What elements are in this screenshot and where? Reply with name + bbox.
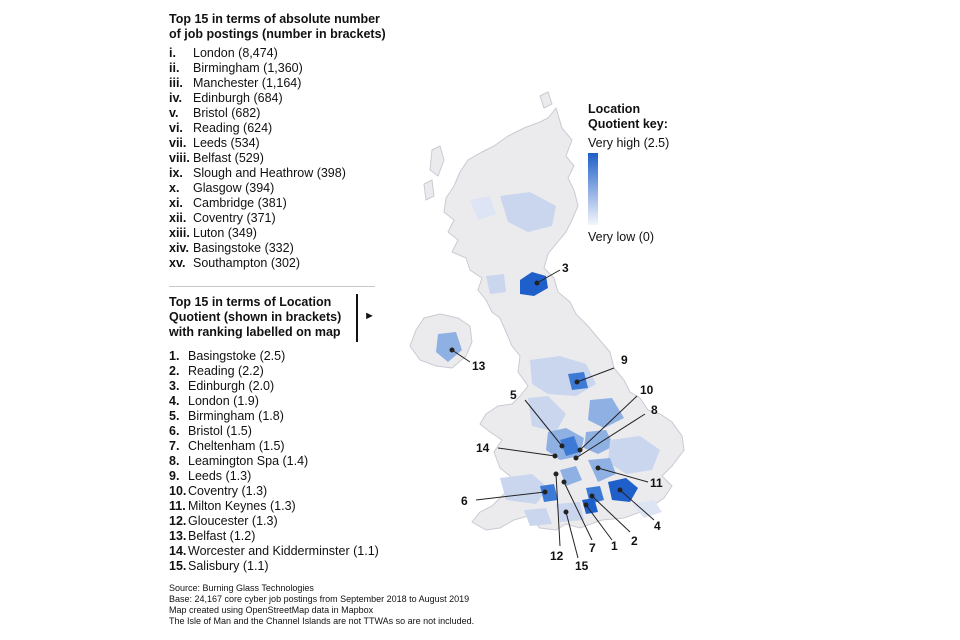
rank-text: Basingstoke (332) [193, 241, 294, 255]
rank-text: Birmingham (1,360) [193, 61, 303, 75]
rank-text: Worcester and Kidderminster (1.1) [188, 544, 379, 558]
rank-number: xiii. [169, 226, 190, 240]
rank-text: Basingstoke (2.5) [188, 349, 286, 363]
rank-text: Luton (349) [193, 226, 257, 240]
rank-text: Southampton (302) [193, 256, 301, 270]
map-label-12: 12 [550, 549, 564, 563]
rank-text: Leamington Spa (1.4) [188, 454, 309, 468]
rank-text: Belfast (1.2) [188, 529, 256, 543]
rank-number: xiv. [169, 241, 189, 255]
map-label-3: 3 [562, 261, 569, 275]
rank-number: i. [169, 46, 176, 60]
map-label-13: 13 [472, 359, 486, 373]
map-label-1: 1 [611, 539, 618, 553]
rank-text: Edinburgh (2.0) [188, 379, 275, 393]
rank-number: iii. [169, 76, 183, 90]
key-title [588, 102, 668, 132]
footer-map-credit: Map created using OpenStreetMap data in Mapbox [169, 605, 374, 615]
rank-number: 6. [169, 424, 180, 438]
pointer-arrow-icon: ► [364, 310, 375, 322]
map-label-4: 4 [654, 519, 661, 533]
rank-number: vi. [169, 121, 183, 135]
rank-number: 15. [169, 559, 187, 573]
rank-text: Cambridge (381) [193, 196, 287, 210]
rank-number: 3. [169, 379, 180, 393]
rank-text: Coventry (1.3) [188, 484, 268, 498]
island-shape [430, 146, 444, 176]
lq-heading-line3: with ranking labelled on map [169, 325, 341, 339]
rank-number: 7. [169, 439, 180, 453]
rank-text: London (1.9) [188, 394, 259, 408]
footer-base: Base: 24,167 core cyber job postings from September 2018 to August 2019 [169, 594, 470, 604]
rank-text: Cheltenham (1.5) [188, 439, 285, 453]
footer-source: Source: Burning Glass Technologies [169, 583, 314, 593]
rank-text: Bristol (1.5) [188, 424, 252, 438]
rank-number: ix. [169, 166, 183, 180]
rank-text: Reading (2.2) [188, 364, 264, 378]
map-label-8: 8 [651, 403, 658, 417]
rank-number: 12. [169, 514, 187, 528]
rank-text: Milton Keynes (1.3) [188, 499, 296, 513]
island-shape [424, 180, 434, 200]
rank-text: Reading (624) [193, 121, 273, 135]
map-label-9: 9 [621, 353, 628, 367]
rank-number: 1. [169, 349, 180, 363]
rank-number: xii. [169, 211, 187, 225]
rank-number: v. [169, 106, 179, 120]
rank-number: 9. [169, 469, 180, 483]
rank-number: iv. [169, 91, 182, 105]
rank-number: ii. [169, 61, 180, 75]
rank-text: Leeds (1.3) [188, 469, 252, 483]
rank-number: vii. [169, 136, 187, 150]
rank-number: 5. [169, 409, 180, 423]
rank-text: Coventry (371) [193, 211, 276, 225]
map-label-2: 2 [631, 534, 638, 548]
absolute-heading-line2: of job postings (number in brackets) [169, 27, 386, 41]
rank-number: xi. [169, 196, 183, 210]
rank-text: Leeds (534) [193, 136, 260, 150]
map-label-15: 15 [575, 559, 589, 573]
rank-number: 8. [169, 454, 180, 468]
rank-text: Birmingham (1.8) [188, 409, 284, 423]
key-title-line1: Location [588, 102, 641, 116]
map-label-14: 14 [476, 441, 490, 455]
rank-text: Gloucester (1.3) [188, 514, 278, 528]
rank-number: viii. [169, 151, 190, 165]
key-gradient-bar [588, 153, 598, 225]
rank-text: Slough and Heathrow (398) [193, 166, 346, 180]
key-low-label: Very low (0) [588, 230, 654, 244]
rank-text: London (8,474) [193, 46, 278, 60]
rank-number: x. [169, 181, 180, 195]
footer-notes [169, 583, 474, 627]
rank-number: 10. [169, 484, 187, 498]
rank-text: Edinburgh (684) [193, 91, 283, 105]
rank-number: xv. [169, 256, 186, 270]
rank-number: 11. [169, 499, 186, 513]
lq-heading-line2: Quotient (shown in brackets) [169, 310, 342, 324]
map-label-7: 7 [589, 541, 596, 555]
key-title-line2: Quotient key: [588, 117, 668, 131]
rank-number: 13. [169, 529, 187, 543]
lq-heading-line1: Top 15 in terms of Location [169, 295, 332, 309]
map-label-10: 10 [640, 383, 654, 397]
rank-text: Bristol (682) [193, 106, 261, 120]
map-label-5: 5 [510, 388, 517, 402]
map-label-11: 11 [650, 476, 663, 490]
footer-exclusion-note: The Isle of Man and the Channel Islands are not TTWAs so are not included. [169, 616, 475, 626]
rank-text: Manchester (1,164) [193, 76, 302, 90]
rank-number: 4. [169, 394, 180, 408]
key-high-label: Very high (2.5) [588, 136, 670, 150]
rank-number: 14. [169, 544, 187, 558]
absolute-heading-line1: Top 15 in terms of absolute number [169, 12, 380, 26]
map-label-6: 6 [461, 494, 468, 508]
island-shape [540, 92, 552, 108]
rank-text: Belfast (529) [193, 151, 264, 165]
rank-text: Glasgow (394) [193, 181, 275, 195]
rank-number: 2. [169, 364, 180, 378]
rank-text: Salisbury (1.1) [188, 559, 269, 573]
